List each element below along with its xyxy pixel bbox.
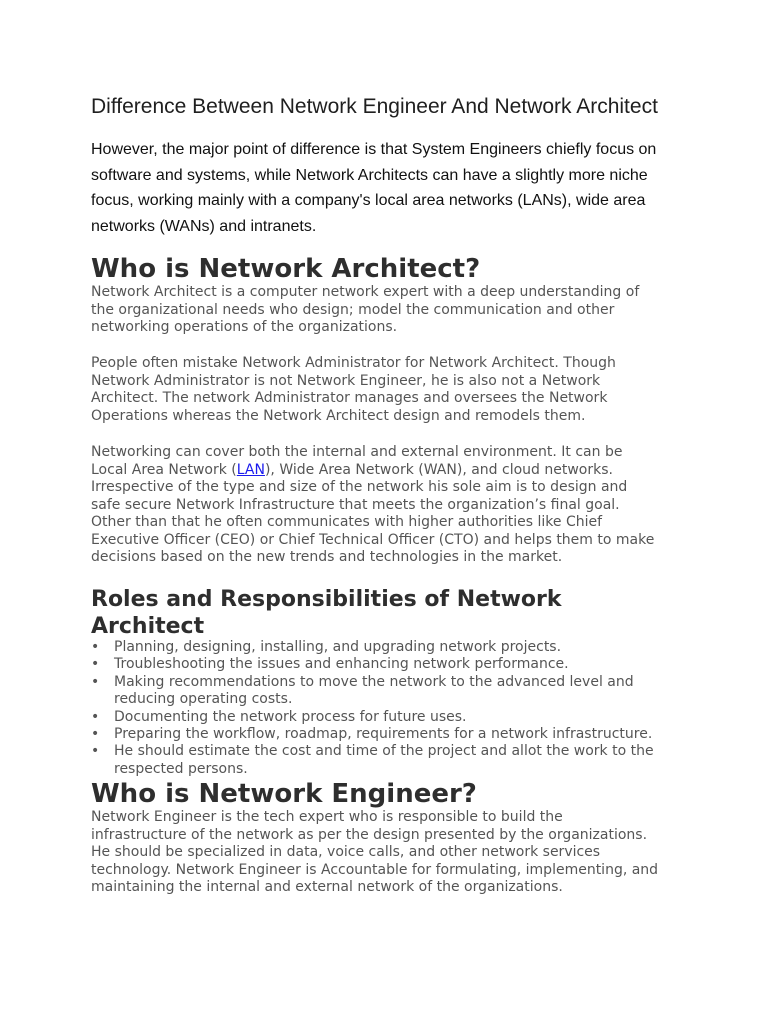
- list-item-text: Documenting the network process for future uses.: [114, 708, 467, 725]
- bullet-icon: •: [91, 673, 100, 690]
- text-line: infrastructure of the network as per the design presented by the organizations.: [91, 826, 648, 843]
- text-line: Network Architect is a computer network expert with a deep understanding of: [91, 284, 640, 300]
- text-line: Operations whereas the Network Architect design and remodels them.: [91, 407, 586, 424]
- list-item: [91, 656, 691, 673]
- list-item-text: Making recommendations to move the network to the advanced level and: [114, 673, 634, 690]
- list-item: [91, 743, 691, 778]
- text-line: Networking can cover both the internal and external environment. It can be: [91, 444, 623, 460]
- roles-list: [91, 639, 691, 778]
- architect-paragraph-3: [91, 444, 691, 567]
- text-segment: ), Wide Area Network (WAN), and cloud networks.: [264, 461, 613, 478]
- list-item-text: reducing operating costs.: [114, 691, 293, 708]
- list-item: [91, 639, 691, 656]
- lan-link[interactable]: LAN: [236, 461, 265, 478]
- bullet-icon: •: [91, 743, 100, 760]
- text-line: [91, 462, 691, 480]
- heading-line: Roles and Responsibilities of Network: [91, 587, 562, 612]
- bullet-icon: •: [91, 656, 100, 673]
- text-line: Irrespective of the type and size of the network his sole aim is to design and: [91, 479, 628, 495]
- architect-paragraph-1: [91, 284, 691, 337]
- intro-line: focus, working mainly with a company's local area networks (LANs), wide area: [91, 192, 646, 209]
- text-line: Architect. The network Administrator manages and oversees the Network: [91, 390, 608, 406]
- intro-line: software and systems, while Network Architects can have a slightly more niche: [91, 166, 648, 184]
- list-item: [91, 726, 691, 743]
- text-line: networking operations of the organizations.: [91, 319, 398, 335]
- list-item-text: Planning, designing, installing, and upgrading network projects.: [114, 639, 562, 655]
- engineer-paragraph: [91, 809, 691, 897]
- heading-line: Architect: [91, 614, 205, 639]
- list-item-text: He should estimate the cost and time of the project and allot the work to the: [114, 743, 654, 760]
- text-line: technology. Network Engineer is Accountable for formulating, implementing, and: [91, 861, 659, 878]
- list-item-text: Troubleshooting the issues and enhancing network performance.: [114, 656, 569, 673]
- list-item-text: Preparing the workflow, roadmap, requirements for a network infrastructure.: [114, 726, 653, 743]
- intro-line: networks (WANs) and intranets.: [91, 217, 317, 235]
- text-line: maintaining the internal and external network of the organizations.: [91, 879, 563, 895]
- text-line: Network Administrator is not Network Engineer, he is also not a Network: [91, 372, 601, 389]
- architect-heading: Who is Network Architect?: [91, 254, 481, 284]
- text-line: Network Engineer is the tech expert who is responsible to build the: [91, 809, 563, 825]
- list-item-text: respected persons.: [114, 760, 248, 777]
- text-line: decisions based on the new trends and technologies in the market.: [91, 549, 563, 565]
- page-title: Difference Between Network Engineer And Network Architect: [91, 95, 658, 118]
- text-line: He should be specialized in data, voice calls, and other network services: [91, 844, 601, 860]
- intro-paragraph: [91, 137, 711, 239]
- list-item: [91, 674, 691, 709]
- engineer-heading: Who is Network Engineer?: [91, 779, 477, 809]
- text-line: People often mistake Network Administrator for Network Architect. Though: [91, 355, 616, 371]
- architect-paragraph-2: [91, 355, 691, 425]
- list-item: [91, 709, 691, 726]
- bullet-icon: •: [91, 639, 100, 655]
- text-line: Other than that he often communicates with higher authorities like Chief: [91, 514, 603, 530]
- text-segment: Local Area Network (: [91, 461, 237, 478]
- roles-heading: [91, 586, 651, 640]
- text-line: safe secure Network Infrastructure that meets the organization’s final goal.: [91, 496, 620, 513]
- text-line: the organizational needs who design; model the communication and other: [91, 301, 615, 318]
- text-line: Executive Officer (CEO) or Chief Technical Officer (CTO) and helps them to make: [91, 531, 655, 548]
- bullet-icon: •: [91, 726, 100, 743]
- intro-line: However, the major point of difference is that System Engineers chiefly focus on: [91, 141, 657, 158]
- bullet-icon: •: [91, 708, 100, 725]
